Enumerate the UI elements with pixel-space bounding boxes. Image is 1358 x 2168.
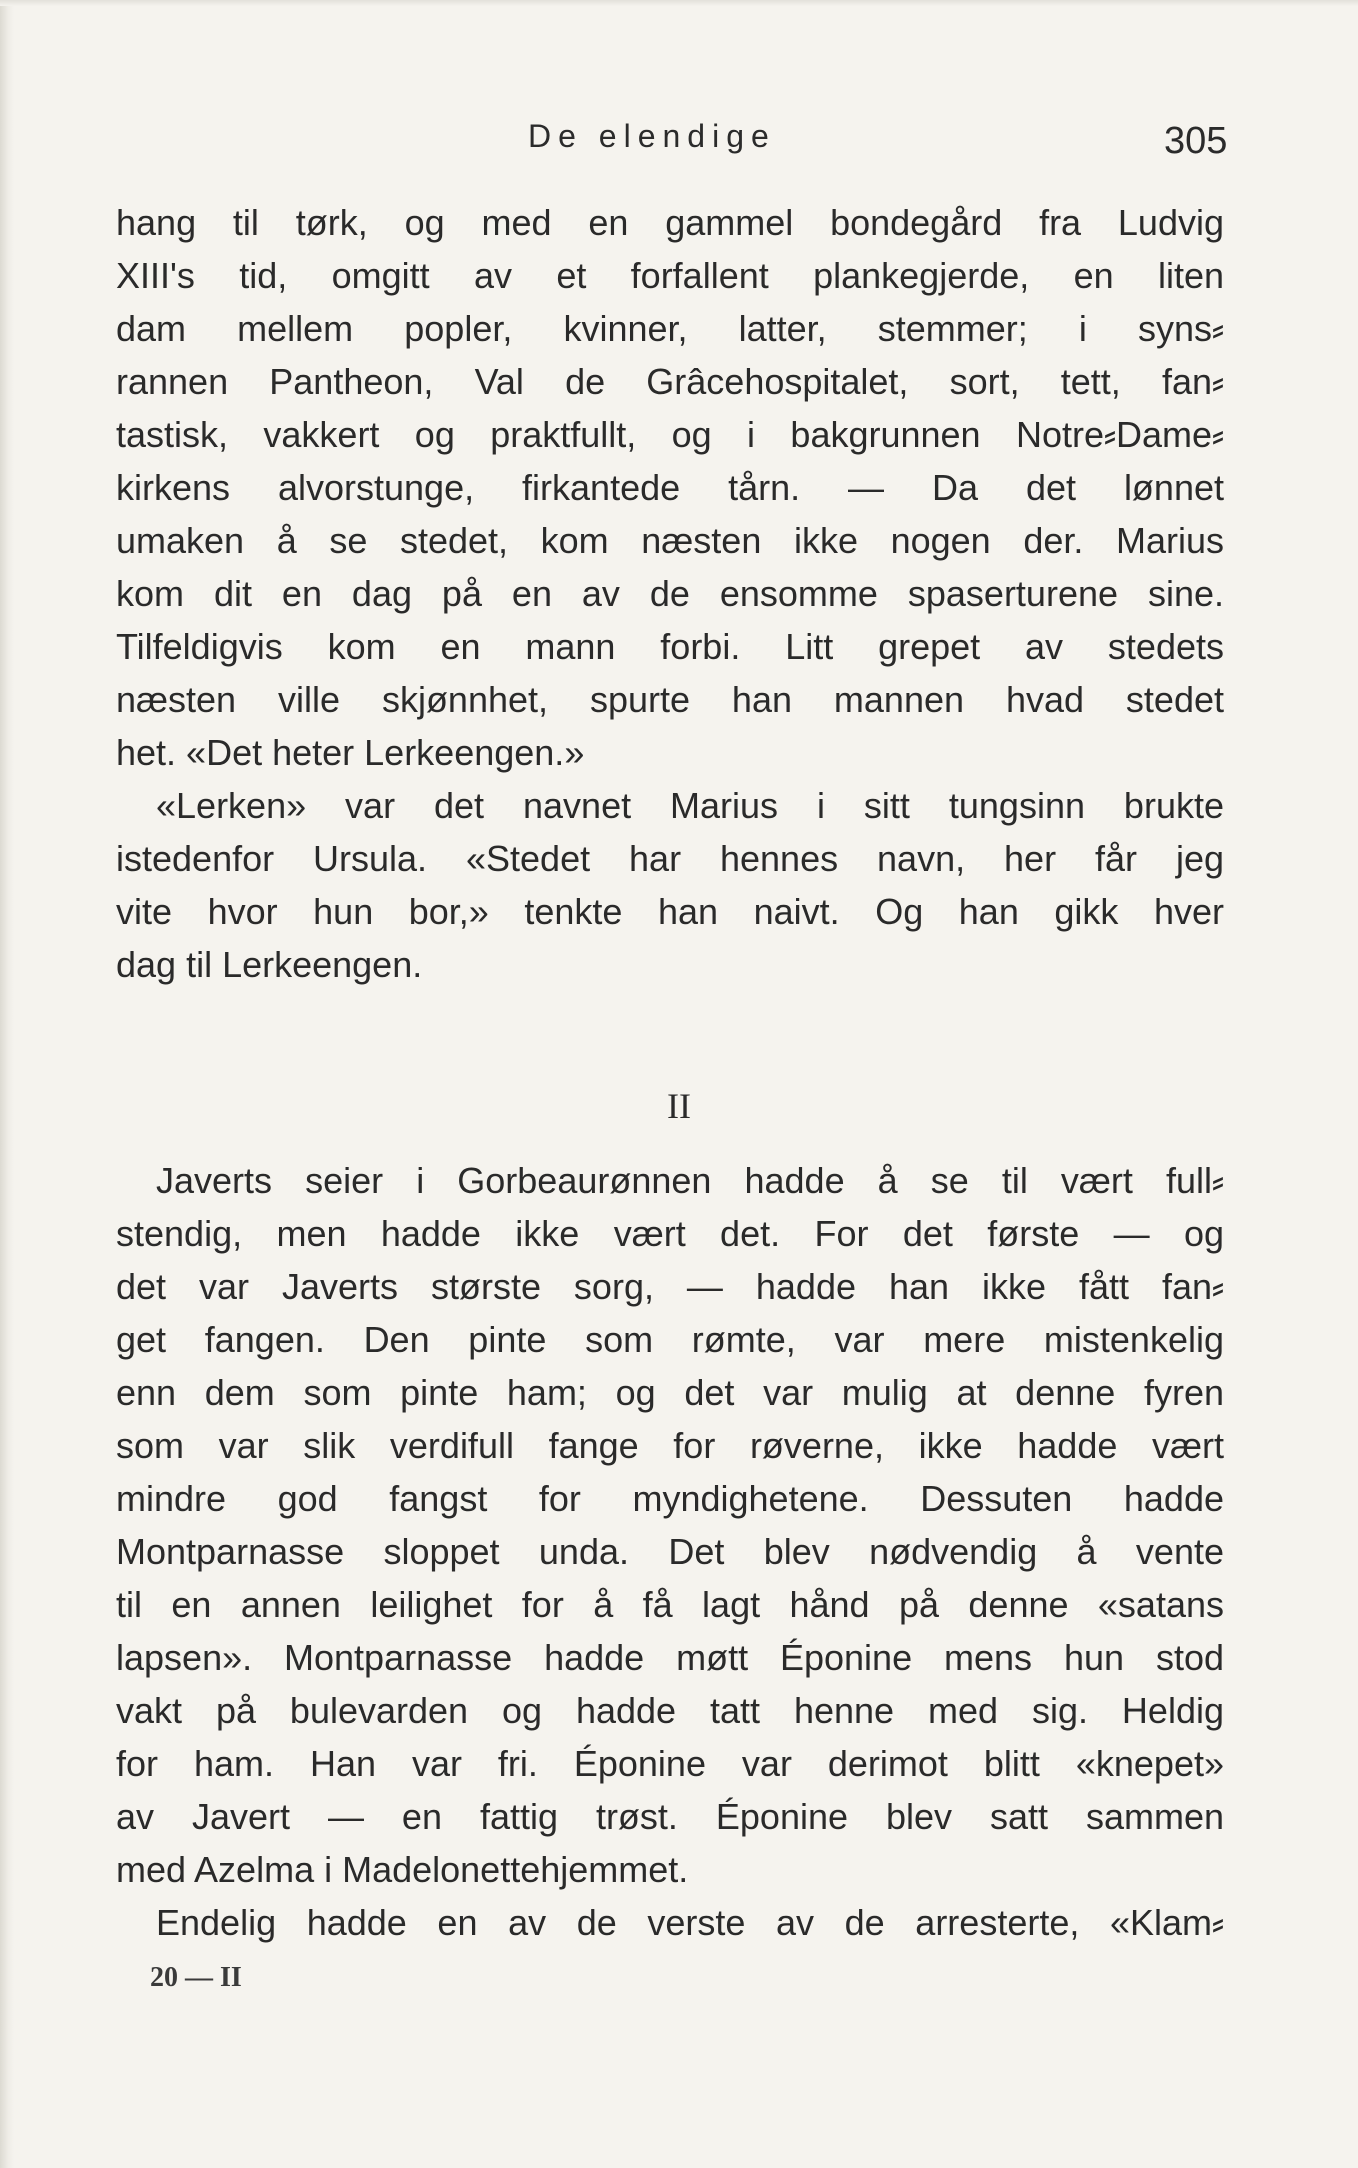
text-line: het. «Det heter Lerkeengen.» <box>116 732 585 773</box>
running-title: De elendige <box>528 118 776 154</box>
text-line: umaken å se stedet, kom næsten ikke nogen der. Marius <box>116 520 1224 561</box>
text-line: Endelig hadde en av de verste av de arresterte, «Klam⸗ <box>156 1902 1224 1943</box>
section-heading: II <box>667 1086 691 1126</box>
text-line: enn dem som pinte ham; og det var mulig at denne fyren <box>116 1372 1224 1413</box>
text-line: lapsen». Montparnasse hadde møtt Éponine mens hun stod <box>116 1637 1224 1678</box>
page-header <box>0 118 1358 178</box>
text-line: Tilfeldigvis kom en mann forbi. Litt grepet av stedets <box>116 626 1224 667</box>
text-line: hang til tørk, og med en gammel bondegård fra Ludvig <box>116 202 1224 243</box>
text-line: kirkens alvorstunge, firkantede tårn. — Da det lønnet <box>116 467 1224 508</box>
page-top-edge <box>0 0 1358 6</box>
text-line: mindre god fangst for myndighetene. Dessuten hadde <box>116 1478 1224 1519</box>
text-line: «Lerken» var det navnet Marius i sitt tungsinn brukte <box>156 785 1224 826</box>
text-line: av Javert — en fattig trøst. Éponine blev satt sammen <box>116 1796 1224 1837</box>
text-line: det var Javerts største sorg, — hadde han ikke fått fan⸗ <box>116 1266 1224 1307</box>
text-line: dag til Lerkeengen. <box>116 944 423 985</box>
text-line: næsten ville skjønnhet, spurte han mannen hvad stedet <box>116 679 1224 720</box>
text-line: med Azelma i Madelonettehjemmet. <box>116 1849 689 1890</box>
text-line: vakt på bulevarden og hadde tatt henne med sig. Heldig <box>116 1690 1224 1731</box>
text-line: for ham. Han var fri. Éponine var derimot blitt «knepet» <box>116 1743 1224 1784</box>
text-line: til en annen leilighet for å få lagt hånd på denne «satans <box>116 1584 1224 1625</box>
text-line: istedenfor Ursula. «Stedet har hennes navn, her får jeg <box>116 838 1224 879</box>
text-line: som var slik verdifull fange for røverne, ikke hadde vært <box>116 1425 1224 1466</box>
page-binding-edge <box>0 0 14 2168</box>
text-line: Javerts seier i Gorbeaurønnen hadde å se til vært full⸗ <box>156 1160 1224 1201</box>
text-line: stendig, men hadde ikke vært det. For det første — og <box>116 1213 1224 1254</box>
text-line: dam mellem popler, kvinner, latter, stemmer; i syns⸗ <box>116 308 1224 349</box>
text-line: kom dit en dag på en av de ensomme spaserturene sine. <box>116 573 1224 614</box>
text-line: XIII's tid, omgitt av et forfallent plankegjerde, en liten <box>116 255 1224 296</box>
paragraph-block-1 <box>116 196 1224 991</box>
text-line: tastisk, vakkert og praktfullt, og i bakgrunnen Notre⸗Dame⸗ <box>116 414 1224 455</box>
paragraph-block-2 <box>116 1154 1224 1949</box>
page-number: 305 <box>1164 120 1228 162</box>
text-line: get fangen. Den pinte som rømte, var mere mistenkelig <box>116 1319 1224 1360</box>
text-line: Montparnasse sloppet unda. Det blev nødvendig å vente <box>116 1531 1224 1572</box>
text-line: rannen Pantheon, Val de Grâcehospitalet, sort, tett, fan⸗ <box>116 361 1224 402</box>
text-line: vite hvor hun bor,» tenkte han naivt. Og han gikk hver <box>116 891 1224 932</box>
printer-signature: 20 — II <box>150 1962 242 1993</box>
